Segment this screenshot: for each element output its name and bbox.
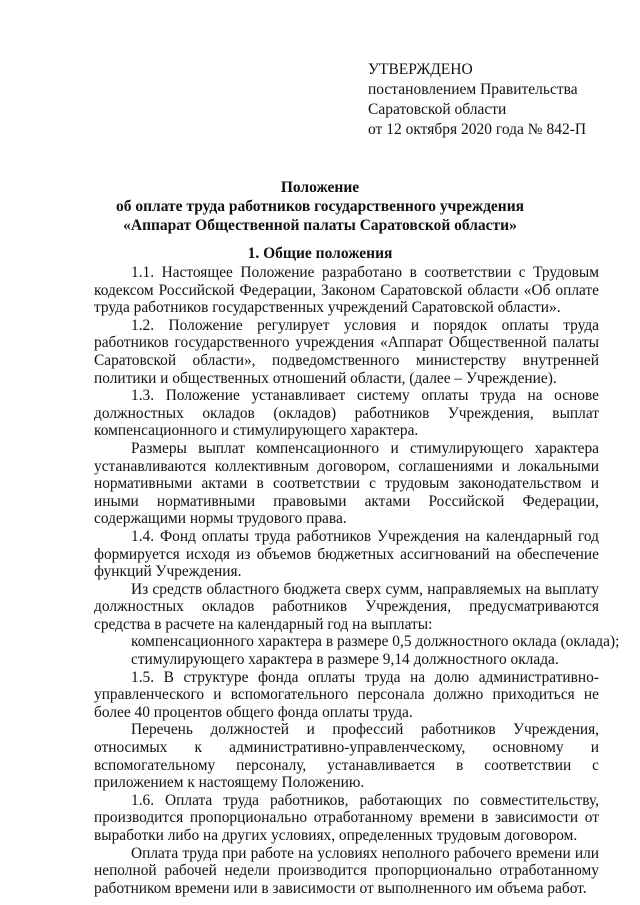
paragraph-1-4: 1.4. Фонд оплаты труда работников Учреждения на календарный год формируется исходя из объемов бюджетных ассигнований на обеспечение функций Учреждения. <box>94 527 599 581</box>
paragraph-1-1: 1.1. Настоящее Положение разработано в соответствии с Трудовым кодексом Российской Федерации, Законом Саратовской области «Об оплате труда работников государственных учреждений Саратовской области». <box>94 264 599 317</box>
paragraph-1-4-compensation: компенсационного характера в размере 0,5 должностного оклада (оклада); <box>131 633 620 651</box>
paragraph-1-6-parttime: Оплата труда при работе на условиях неполного рабочего времени или неполной рабочей недели производится пропорционально отработанному работником времени или в зависимости от выполненного им объема работ. <box>94 844 599 897</box>
approval-line-2: Саратовской области <box>368 101 507 118</box>
paragraph-1-5-list: Перечень должностей и профессий работников Учреждения, относимых к административно-управленческому, основному и вспомогательному персоналу, устанавливается в соответствии с приложением к настоящему Положению. <box>94 721 599 792</box>
approval-line-3: от 12 октября 2020 года № 842-П <box>368 121 587 138</box>
paragraph-1-3: 1.3. Положение устанавливает систему оплаты труда на основе должностных окладов (окладов) работников Учреждения, выплат компенсационного и стимулирующего характера. <box>94 387 599 440</box>
document-title <box>0 178 640 235</box>
title-line-3: «Аппарат Общественной палаты Саратовской области» <box>123 217 517 234</box>
paragraph-1-3-sizes: Размеры выплат компенсационного и стимулирующего характера устанавливаются коллективным договором, соглашениями и локальными нормативными актами в соответствии с трудовым законодательством и иными нормативными правовыми актами Российской Федерации, содержащими нормы трудового права. <box>94 439 599 528</box>
approval-heading: УТВЕРЖДЕНО <box>368 61 473 78</box>
paragraph-1-4-funds: Из средств областного бюджета сверх сумм, направляемых на выплату должностных окладов работников Учреждения, предусматриваются средства в расчете на календарный год на выплаты: <box>94 580 599 633</box>
approval-stamp <box>368 60 586 140</box>
document-body <box>94 264 620 897</box>
paragraph-1-6: 1.6. Оплата труда работников, работающих по совместительству, производится пропорционально отработанному времени в зависимости от выработки либо на других условиях, определенных трудовым договором. <box>94 791 599 844</box>
title-line-1: Положение <box>280 179 360 196</box>
title-line-2: об оплате труда работников государственного учреждения <box>115 198 525 215</box>
paragraph-1-4-incentive: стимулирующего характера в размере 9,14 должностного оклада. <box>131 651 559 669</box>
paragraph-1-2: 1.2. Положение регулирует условия и порядок оплаты труда работников государственного учреждения «Аппарат Общественной палаты Саратовской области», подведомственного министерству внутренней политики и общественных отношений области, (далее – Учреждение). <box>94 316 599 387</box>
paragraph-1-5: 1.5. В структуре фонда оплаты труда на долю административно-управленческого и вспомогательного персонала должно приходиться не более 40 процентов общего фонда оплаты труда. <box>94 668 599 721</box>
section-heading: 1. Общие положения <box>247 245 393 262</box>
approval-line-1: постановлением Правительства <box>368 81 578 98</box>
